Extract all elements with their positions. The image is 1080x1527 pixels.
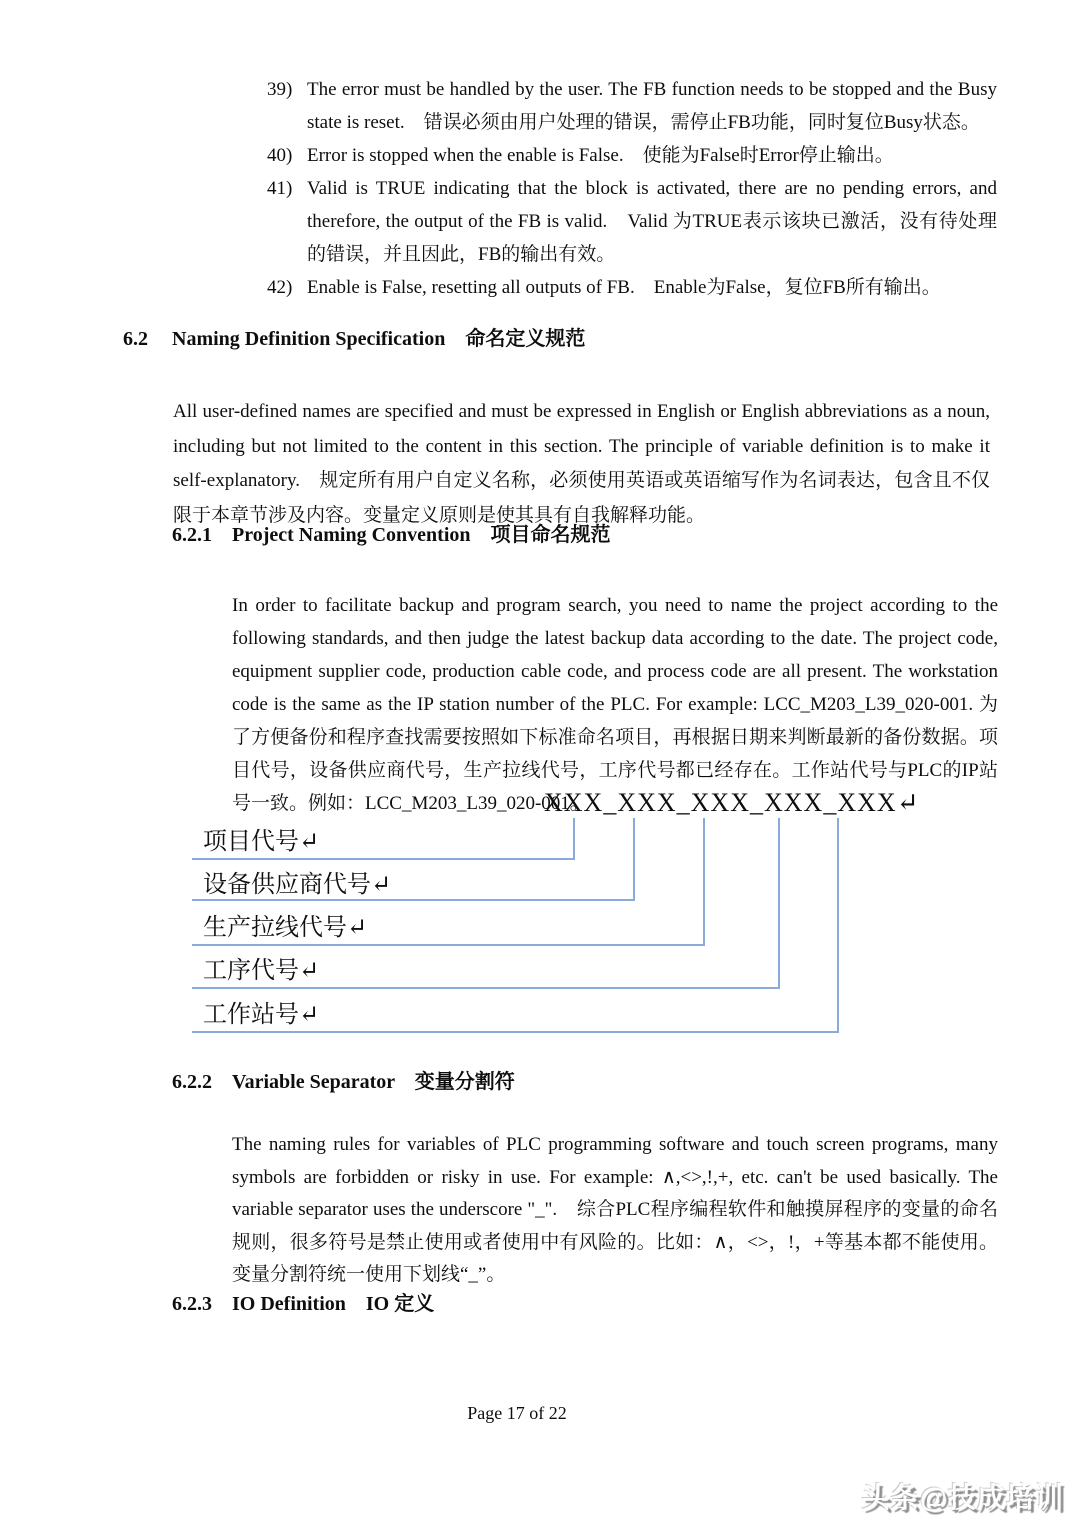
naming-convention-diagram (0, 788, 1080, 1043)
section-title: Variable Separator 变量分割符 (232, 1071, 515, 1093)
page-number-footer: Page 17 of 22 (467, 1403, 567, 1423)
section-number: 6.2.1 (172, 524, 212, 546)
section-number: 6.2.2 (172, 1071, 212, 1093)
section-title: Project Naming Convention 项目命名规范 (232, 524, 611, 546)
list-item-42 (267, 271, 997, 304)
toutiao-watermark: 头条@技成培训 (861, 1482, 1064, 1513)
naming-pattern-text: XXX_XXX_XXX_XXX_XXX↵ (544, 788, 920, 817)
section-title: Naming Definition Specification 命名定义规范 (172, 328, 586, 350)
diagram-label-supplier-code: 设备供应商代号↵ (203, 872, 392, 898)
connector-line-horizontal-3 (192, 944, 705, 946)
section-number: 6.2 (123, 328, 148, 350)
list-item-number: 39) (267, 79, 293, 100)
connector-line-horizontal-2 (192, 899, 635, 901)
connector-line-horizontal-1 (192, 858, 575, 860)
diagram-label-production-line-code: 生产拉线代号↵ (203, 915, 368, 941)
section-number: 6.2.3 (172, 1293, 212, 1315)
list-item-number: 42) (267, 277, 293, 298)
numbered-list (267, 73, 997, 304)
section-heading-6-2-1 (172, 523, 611, 547)
connector-line-vertical-1 (573, 818, 575, 860)
connector-line-horizontal-5 (192, 1031, 839, 1033)
list-item-number: 41) (267, 178, 293, 199)
section-6-2-2-body: The naming rules for variables of PLC programming software and touch screen programs, many symbols are forbidden or risky in use. For example: ∧,<>,!,+, etc. can't be used basically. The variable separator uses the underscore "_". 综合PLC程序编程软件和触摸屏程序的变量的命名规则，很多符号是禁止使用或者使用中有风险的。比如：∧，<>，!，+等基本都不能使用。变量分割符统一使用下划线“_”。 (232, 1134, 998, 1285)
connector-line-vertical-3 (703, 818, 705, 946)
list-item-text: Enable is False, resetting all outputs of FB. Enable为False，复位FB所有输出。 (307, 277, 941, 298)
connector-line-vertical-4 (778, 818, 780, 989)
diagram-label-project-code: 项目代号↵ (203, 829, 320, 855)
connector-line-vertical-5 (837, 818, 839, 1033)
list-item-text: Error is stopped when the enable is False. 使能为False时Error停止输出。 (307, 145, 894, 166)
diagram-label-process-code: 工序代号↵ (203, 958, 320, 984)
list-item-text: Valid is TRUE indicating that the block is activated, there are no pending errors, and therefore, the output of the FB is valid. Valid 为TRUE表示该块已激活，没有待处理的错误，并且因此，FB的输出有效。 (307, 178, 997, 265)
connector-line-vertical-2 (633, 818, 635, 901)
list-item-41 (267, 172, 997, 271)
list-item-40 (267, 139, 997, 172)
section-heading-6-2 (123, 327, 585, 351)
section-6-2-body: All user-defined names are specified and must be expressed in English or English abbreviations as a noun, including but not limited to the content in this section. The principle of variable definition is to make it self-explanatory. 规定所有用户自定义名称，必须使用英语或英语缩写作为名词表达，包含且不仅限于本章节涉及内容。变量定义原则是使其具有自我解释功能。 (173, 401, 990, 526)
section-heading-6-2-3 (172, 1292, 434, 1316)
diagram-label-workstation-code: 工作站号↵ (203, 1002, 320, 1028)
list-item-text: The error must be handled by the user. The FB function needs to be stopped and the Busy state is reset. 错误必须由用户处理的错误，需停止FB功能，同时复位Busy状态。 (307, 79, 997, 133)
section-6-2-1-body: In order to facilitate backup and program search, you need to name the project according to the following standards, and then judge the latest backup data according to the date. The project code, equipment supplier code, production cable code, and process code are all present. The workstation code is the same as the IP station number of the PLC. For example: LCC_M203_L39_020-001. 为了方便备份和程序查找需要按照如下标准命名项目，再根据日期来判断最新的备份数据。项目代号，设备供应商代号，生产拉线代号，工序代号都已经存在。工作站代号与PLC的IP站号一致。例如：LCC_M203_L39_020-001。 (232, 595, 998, 814)
section-title: IO Definition IO 定义 (232, 1293, 435, 1315)
connector-line-horizontal-4 (192, 987, 780, 989)
list-item-number: 40) (267, 145, 293, 166)
list-item-39 (267, 73, 997, 139)
section-heading-6-2-2 (172, 1070, 515, 1094)
